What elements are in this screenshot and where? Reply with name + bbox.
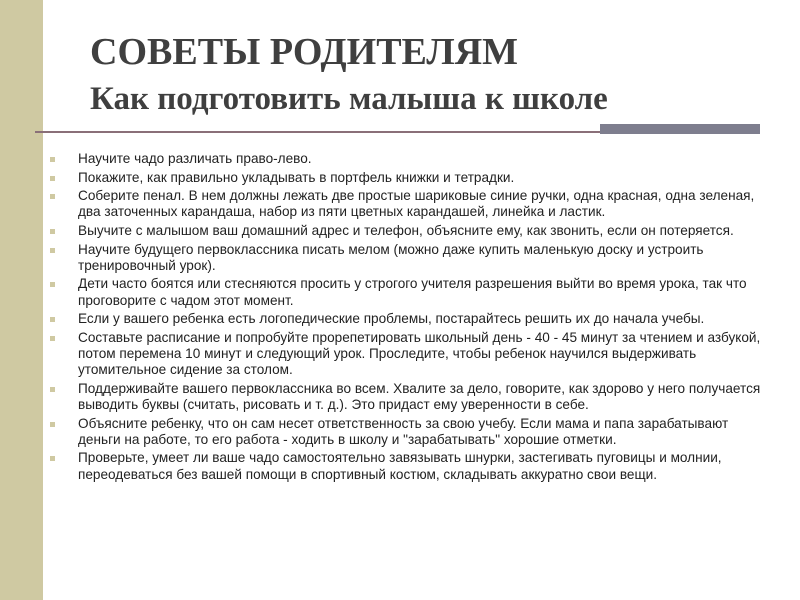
list-item <box>50 242 770 274</box>
tip-text: Выучите с малышом ваш домашний адрес и телефон, объясните ему, как звонить, если он потеряется. <box>78 222 734 238</box>
square-bullet-icon <box>50 422 55 427</box>
square-bullet-icon <box>50 387 55 392</box>
title-divider-thick <box>600 124 760 134</box>
list-item <box>50 151 770 167</box>
list-item <box>50 381 770 413</box>
square-bullet-icon <box>50 456 55 461</box>
square-bullet-icon <box>50 157 55 162</box>
title-divider-thin <box>35 131 600 133</box>
left-accent-band <box>0 0 43 600</box>
list-item <box>50 188 770 220</box>
tip-text: Научите чадо различать право-лево. <box>78 151 312 166</box>
list-item <box>50 416 770 448</box>
square-bullet-icon <box>50 282 55 287</box>
list-item <box>50 311 770 327</box>
tip-text: Дети часто боятся или стесняются просить у строгого учителя разрешения выйти во время урока, так что проговорите с чадом этот момент. <box>78 276 747 308</box>
tip-text: Покажите, как правильно укладывать в портфель книжки и тетрадки. <box>78 169 515 185</box>
tips-list <box>50 151 770 485</box>
list-item <box>50 170 770 186</box>
tip-text: Поддерживайте вашего первоклассника во всем. Хвалите за дело, говорите, как здорово у него получается выводить буквы (считать, рисовать и т. д.). Это придаст ему уверенности в себе. <box>78 380 761 412</box>
square-bullet-icon <box>50 194 55 199</box>
square-bullet-icon <box>50 317 55 322</box>
list-item <box>50 330 770 379</box>
tip-text: Соберите пенал. В нем должны лежать две простые шариковые синие ручки, одна красная, одна зеленая, два заточенных карандаша, набор из пяти цветных карандашей, линейка и ластик. <box>78 188 755 220</box>
list-item <box>50 450 770 482</box>
tip-text: Научите будущего первоклассника писать мелом (можно даже купить маленькую доску и устроить тренировочный урок). <box>78 241 704 273</box>
square-bullet-icon <box>50 229 55 234</box>
square-bullet-icon <box>50 248 55 253</box>
title-heading: СОВЕТЫ РОДИТЕЛЯМ <box>90 31 519 73</box>
list-item <box>50 223 770 239</box>
title-subheading: Как подготовить малыша к школе <box>90 81 608 117</box>
square-bullet-icon <box>50 176 55 181</box>
tip-text: Если у вашего ребенка есть логопедические проблемы, постарайтесь решить их до начала учебы. <box>78 311 705 327</box>
tip-text: Составьте расписание и попробуйте прорепетировать школьный день - 40 - 45 минут за чтением и азбукой, потом перемена 10 минут и следующий урок. Проследите, чтобы ребенок научился выдерживать утомительное сидение за столом. <box>78 329 761 378</box>
list-item <box>50 276 770 308</box>
tip-text: Объясните ребенку, что он сам несет ответственность за свою учебу. Если мама и папа зарабатывают деньги на работе, то его работа - ходить в школу и "зарабатывать" хорошие отметки. <box>78 415 729 447</box>
square-bullet-icon <box>50 336 55 341</box>
tip-text: Проверьте, умеет ли ваше чадо самостоятельно завязывать шнурки, застегивать пуговицы и молнии, переодеваться без вашей помощи в спортивный костюм, складывать аккуратно свои вещи. <box>78 450 722 482</box>
slide-title <box>90 28 780 120</box>
